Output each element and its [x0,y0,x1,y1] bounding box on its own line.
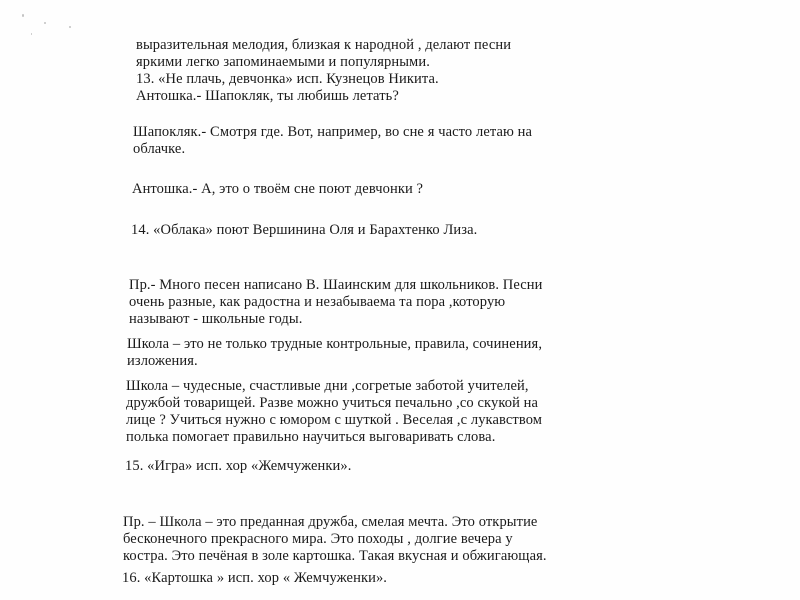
text-line: яркими легко запоминаемыми и популярными. [136,54,430,70]
text-line: костра. Это печёная в золе картошка. Такая вкусная и обжигающая. [123,548,547,564]
text-line: Школа – это не только трудные контрольные, правила, сочинения, [127,336,543,352]
scan-speck [69,26,71,28]
song-14-title [0,222,478,239]
scan-speck [22,14,24,17]
text-line: Пр. – Школа – это преданная дружба, смелая мечта. Это открытие [123,514,538,530]
text-line: дружбой товарищей. Разве можно учиться печально ,со скукой на [126,395,539,411]
text-line: Шапокляк.- Смотря где. Вот, например, во сне я часто летаю на [133,124,533,140]
text-line: Антошка.- А, это о твоём сне поют девчонки ? [132,181,424,197]
paragraph-presenter-1 [0,277,543,328]
paragraph-intro [0,37,512,105]
text-line: 16. «Картошка » исп. хор « Жемчуженки». [122,570,388,586]
text-line: 13. «Не плачь, девчонка» исп. Кузнецов Никита. [136,71,439,87]
song-15-title [0,458,352,475]
text-line: Школа – чудесные, счастливые дни ,согретые заботой учителей, [126,378,529,394]
text-line: 14. «Облака» поют Вершинина Оля и Барахтенко Лиза. [131,222,478,238]
text-line: очень разные, как радостна и незабываема та пора ,которую [129,294,506,310]
text-line: полька помогает правильно научиться выговаривать слова. [126,429,496,445]
text-line: изложения. [127,353,198,369]
text-line: 15. «Игра» исп. хор «Жемчуженки». [125,458,352,474]
paragraph-shapoklyak-reply [0,124,533,158]
text-line: бесконечного прекрасного мира. Это походы , долгие вечера у [123,531,513,547]
song-16-title [0,570,388,587]
scan-speck [44,22,46,24]
text-line: лице ? Учиться нужно с юмором с шуткой . Веселая ,с лукавством [126,412,543,428]
paragraph-school-2 [0,378,543,446]
text-line: Антошка.- Шапокляк, ты любишь летать? [136,88,399,104]
text-line: облачке. [133,141,186,157]
scan-speck [31,33,32,35]
paragraph-presenter-2 [0,514,547,565]
text-line: Пр.- Много песен написано В. Шаинским для школьников. Песни [129,277,543,293]
paragraph-school-1 [0,336,543,370]
text-line: называют - школьные годы. [129,311,303,327]
text-line: выразительная мелодия, близкая к народной , делают песни [136,37,512,53]
paragraph-antoshka-question [0,181,424,198]
